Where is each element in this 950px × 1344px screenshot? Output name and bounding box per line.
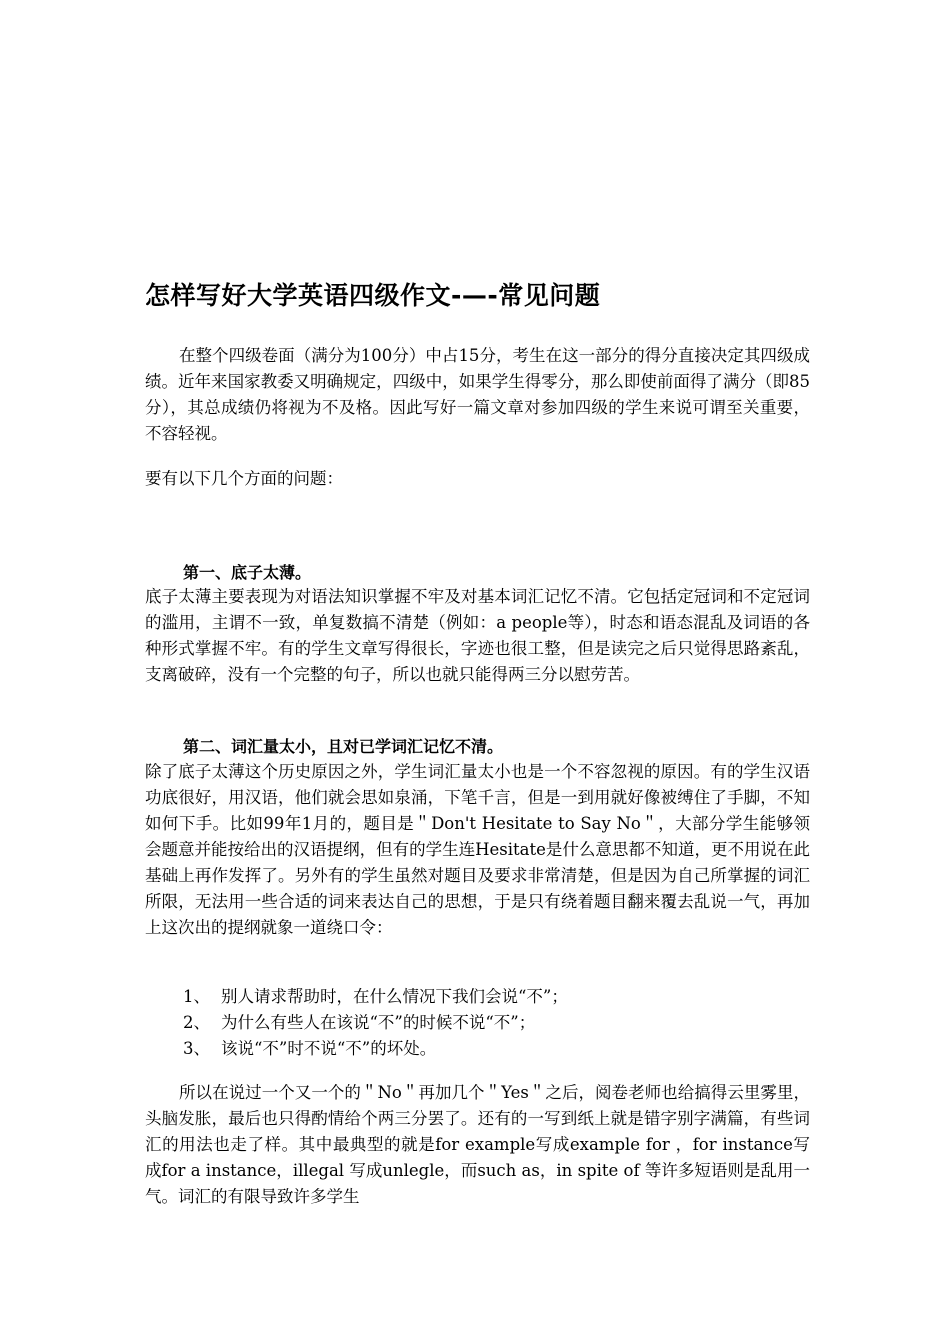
lead-paragraph: 要有以下几个方面的问题： [145,469,343,488]
section2-heading: 第二、词汇量太小，且对已学词汇记忆不清。 [183,737,504,756]
list-item-text: 为什么有些人在该说“不”的时候不说“不”； [221,1013,536,1032]
document-title: 怎样写好大学英语四级作文-—-常见问题 [145,281,601,310]
section1-heading: 第一、底子太薄。 [183,563,312,582]
list-item-number: 3、 [183,1039,210,1058]
list-item-number: 1、 [183,987,210,1006]
list-item-text: 别人请求帮助时，在什么情况下我们会说“不”； [221,987,568,1006]
intro-paragraph: 在整个四级卷面（满分为100分）中占15分，考生在这一部分的得分直接决定其四级成绩。近年来国家教委又明确规定，四级中，如果学生得零分，那么即使前面得了满分（即85分），其总成绩仍将视为不及格。因此写好一篇文章对参加四级的学生来说可谓至关重要，不容轻视。 [145,346,810,443]
list-item-number: 2、 [183,1013,210,1032]
list-item [183,1010,568,1036]
list-item-text: 该说“不”时不说“不”的坏处。 [221,1039,437,1058]
section1-paragraph: 底子太薄主要表现为对语法知识掌握不牢及对基本词汇记忆不清。它包括定冠词和不定冠词的滥用，主谓不一致，单复数搞不清楚（例如：a people等），时态和语态混乱及词语的各种形式掌握不牢。有的学生文章写得很长，字迹也很工整，但是读完之后只觉得思路紊乱，支离破碎，没有一个完整的句子，所以也就只能得两三分以慰劳苦。 [145,587,810,684]
section2-paragraph: 除了底子太薄这个历史原因之外，学生词汇量太小也是一个不容忽视的原因。有的学生汉语功底很好，用汉语，他们就会思如泉涌，下笔千言，但是一到用就好像被缚住了手脚，不知如何下手。比如99年1月的，题目是＂Don't Hesitate to Say No＂，大部分学生能够领会题意并能按给出的汉语提纲，但有的学生连Hesitate是什么意思都不知道，更不用说在此基础上再作发挥了。另外有的学生虽然对题目及要求非常清楚，但是因为自己所掌握的词汇所限，无法用一些合适的词来表达自己的思想，于是只有绕着题目翻来覆去乱说一气，再加上这次出的提纲就象一道绕口令： [145,762,810,937]
list-item [183,984,568,1010]
closing-paragraph: 所以在说过一个又一个的＂No＂再加几个＂Yes＂之后，阅卷老师也给搞得云里雾里，头脑发胀，最后也只得酌情给个两三分罢了。还有的一写到纸上就是错字别字满篇，有些词汇的用法也走了样。其中最典型的就是for example写成example for ，for instance写成for a instance，illegal 写成unlegle，而such as，in spite of 等许多短语则是乱用一气。词汇的有限导致许多学生 [145,1083,810,1206]
outline-list [183,984,568,1062]
list-item [183,1036,568,1062]
